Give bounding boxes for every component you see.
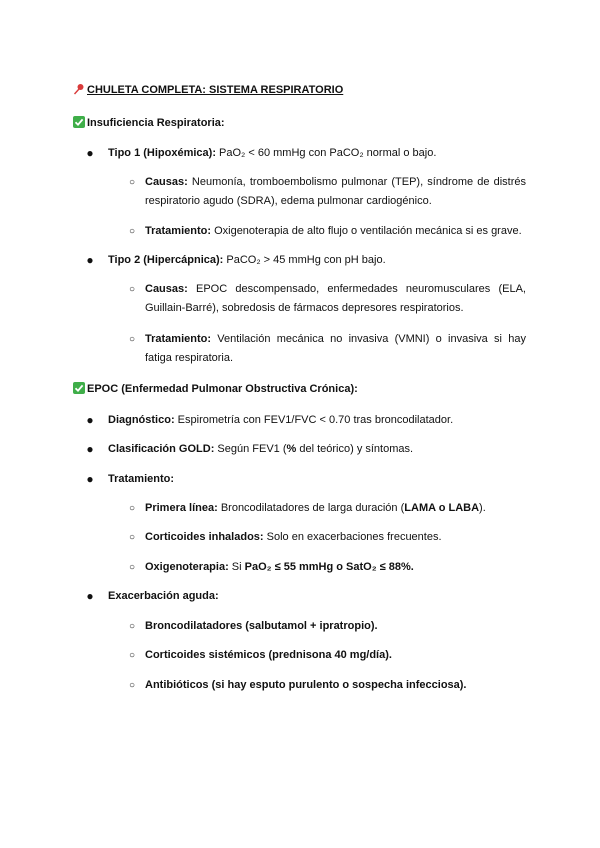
item-text: Solo en exacerbaciones frecuentes. xyxy=(263,531,442,543)
item-label: Tratamiento: xyxy=(145,225,212,237)
list-item-tipo1-tratamiento xyxy=(145,222,522,241)
item-label: Exacerbación aguda: xyxy=(108,590,219,602)
item-text: Broncodilatadores de larga duración ( xyxy=(217,502,405,514)
item-text: del teórico) y síntomas. xyxy=(296,443,414,455)
section-heading-text: Insuficiencia Respiratoria: xyxy=(87,117,225,129)
list-item-tipo2-tratamiento xyxy=(145,330,526,368)
item-bold: PaO₂ ≤ 55 mmHg o SatO₂ ≤ 88%. xyxy=(244,561,414,573)
list-item-tipo2 xyxy=(108,251,386,270)
item-label: Corticoides inhalados: xyxy=(145,531,264,543)
list-item-gold xyxy=(108,440,413,459)
pushpin-icon xyxy=(73,83,85,95)
bullet-dot: ● xyxy=(86,589,94,603)
bullet-circle: ○ xyxy=(128,621,136,632)
item-text: Oxigenoterapia de alto flujo o ventilación mecánica si es grave. xyxy=(211,225,522,237)
list-item-corticoides-sistemicos xyxy=(145,646,392,665)
bullet-circle: ○ xyxy=(128,680,136,691)
item-label: Tratamiento: xyxy=(108,473,175,485)
item-text: Antibióticos (si hay esputo purulento o sospecha infecciosa). xyxy=(145,679,467,691)
bullet-dot: ● xyxy=(86,442,94,456)
item-text: Neumonía, tromboembolismo pulmonar (TEP), síndrome de distrés respiratorio agudo (SDRA), edema pulmonar cardiogénico. xyxy=(145,176,526,207)
item-text: PaCO₂ > 45 mmHg con pH bajo. xyxy=(223,254,386,266)
section-heading-insuficiencia xyxy=(73,114,225,133)
item-label: Tratamiento: xyxy=(145,333,212,345)
bullet-circle: ○ xyxy=(128,562,136,573)
list-item-corticoides-inhalados xyxy=(145,528,442,547)
item-label: Oxigenoterapia: xyxy=(145,561,229,573)
item-label: Tipo 2 (Hipercápnica): xyxy=(108,254,224,266)
bullet-dot: ● xyxy=(86,253,94,267)
list-item-oxigenoterapia xyxy=(145,558,414,577)
item-label: Causas: xyxy=(145,283,188,295)
bullet-circle: ○ xyxy=(128,284,136,295)
list-item-exacerbacion xyxy=(108,587,219,606)
item-label: Primera línea: xyxy=(145,502,218,514)
list-item-tratamiento xyxy=(108,470,174,489)
bullet-circle: ○ xyxy=(128,334,136,345)
item-text: Espirometría con FEV1/FVC < 0.70 tras broncodilatador. xyxy=(174,414,454,426)
item-text: Broncodilatadores (salbutamol + ipratropio). xyxy=(145,620,378,632)
bullet-dot: ● xyxy=(86,472,94,486)
item-label: Tipo 1 (Hipoxémica): xyxy=(108,147,216,159)
item-text: Ventilación mecánica no invasiva (VMNI) o invasiva si hay fatiga respiratoria. xyxy=(145,333,526,364)
item-text: Si xyxy=(228,561,245,573)
bullet-circle: ○ xyxy=(128,503,136,514)
list-item-tipo2-causas xyxy=(145,280,526,318)
check-mark-icon xyxy=(73,116,85,128)
document-title xyxy=(73,81,343,100)
item-text: PaO₂ < 60 mmHg con PaCO₂ normal o bajo. xyxy=(215,147,437,159)
item-text: EPOC descompensado, enfermedades neuromusculares (ELA, Guillain-Barré), sobredosis de fármacos depresores respiratorios. xyxy=(145,283,526,314)
item-label: Clasificación GOLD: xyxy=(108,443,215,455)
item-bold: LAMA o LABA xyxy=(404,502,480,514)
list-item-broncodilatadores xyxy=(145,617,378,636)
bullet-circle: ○ xyxy=(128,650,136,661)
item-label: Diagnóstico: xyxy=(108,414,175,426)
item-text: ). xyxy=(479,502,486,514)
item-bold: % xyxy=(286,443,297,455)
item-label: Causas: xyxy=(145,176,188,188)
bullet-circle: ○ xyxy=(128,532,136,543)
list-item-tipo1-causas xyxy=(145,173,526,211)
list-item-diagnostico xyxy=(108,411,453,430)
bullet-circle: ○ xyxy=(128,226,136,237)
item-text: Corticoides sistémicos (prednisona 40 mg/día). xyxy=(145,649,392,661)
check-mark-icon xyxy=(73,382,85,394)
item-text: Según FEV1 ( xyxy=(214,443,287,455)
section-heading-epoc xyxy=(73,380,358,399)
bullet-dot: ● xyxy=(86,413,94,427)
list-item-tipo1 xyxy=(108,144,436,163)
section-heading-text: EPOC (Enfermedad Pulmonar Obstructiva Crónica): xyxy=(87,383,358,395)
bullet-circle: ○ xyxy=(128,177,136,188)
list-item-antibioticos xyxy=(145,676,467,695)
bullet-dot: ● xyxy=(86,146,94,160)
title-text: CHULETA COMPLETA: SISTEMA RESPIRATORIO xyxy=(87,84,344,96)
list-item-primera-linea xyxy=(145,499,486,518)
